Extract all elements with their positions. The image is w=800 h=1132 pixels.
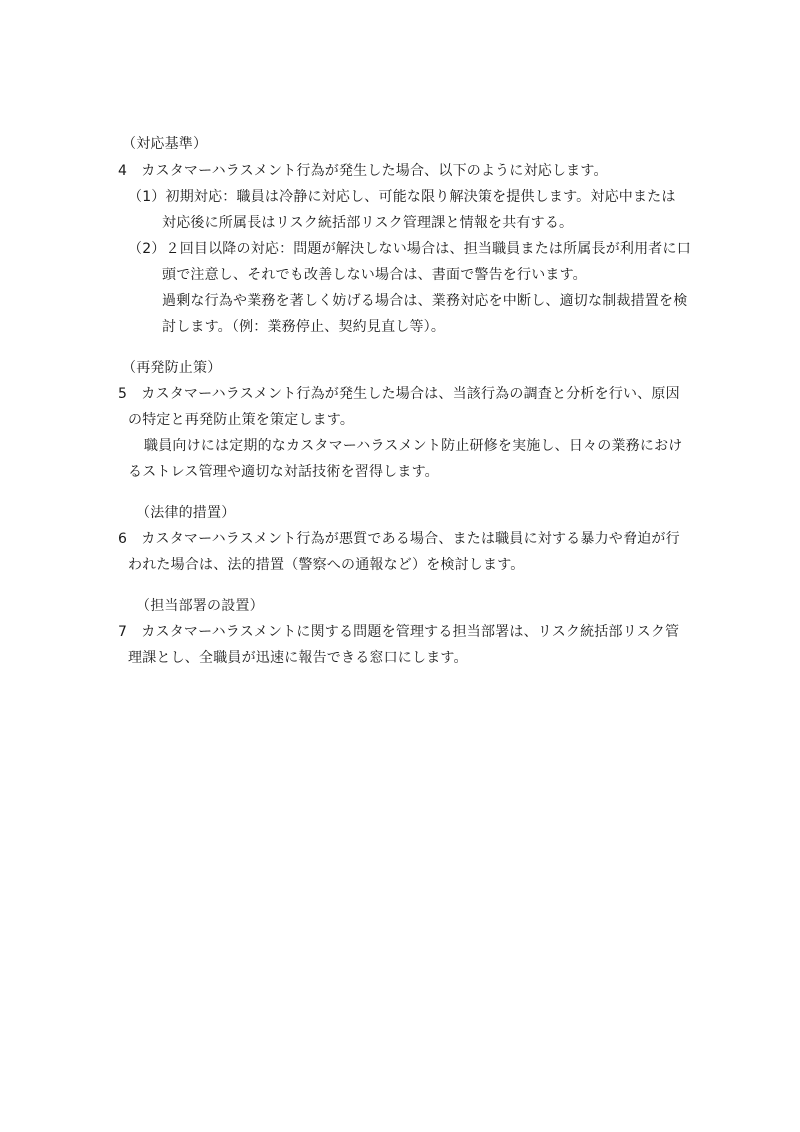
paragraph-line: 6 カスタマーハラスメント行為が悪質である場合、または職員に対する暴力や脅迫が行: [118, 531, 680, 547]
paragraph-line: 7 カスタマーハラスメントに関する問題を管理する担当部署は、リスク統括部リスク管: [118, 624, 680, 640]
section-heading-legal-measures: （法律的措置）: [136, 505, 236, 521]
paragraph-line: （2）２回目以降の対応：問題が解決しない場合は、担当職員または所属長が利用者に口: [128, 241, 691, 257]
paragraph-line: 過剰な行為や業務を著しく妨げる場合は、業務対応を中断し、適切な制裁措置を検: [162, 293, 688, 309]
paragraph-line: 討します。（例：業務停止、契約見直し等）。: [162, 319, 446, 335]
section-heading-response-criteria: （対応基準）: [122, 136, 208, 152]
section-heading-recurrence-prevention: （再発防止策）: [122, 360, 222, 376]
paragraph-line: われた場合は、法的措置（警察への通報など）を検討します。: [128, 557, 525, 573]
paragraph-line: （1）初期対応：職員は冷静に対応し、可能な限り解決策を提供します。対応中または: [128, 189, 676, 205]
paragraph-line: るストレス管理や適切な対話技術を習得します。: [128, 464, 439, 480]
paragraph-line: 5 カスタマーハラスメント行為が発生した場合は、当該行為の調査と分析を行い、原因: [118, 386, 680, 402]
section-heading-department-setup: （担当部署の設置）: [136, 598, 264, 614]
paragraph-line: 頭で注意し、それでも改善しない場合は、書面で警告を行います。: [162, 267, 587, 283]
paragraph-line: 理課とし、全職員が迅速に報告できる窓口にします。: [128, 650, 468, 666]
paragraph-line: 4 カスタマーハラスメント行為が発生した場合、以下のように対応します。: [118, 163, 608, 179]
paragraph-line: 職員向けには定期的なカスタマーハラスメント防止研修を実施し、日々の業務におけ: [144, 438, 683, 454]
paragraph-line: の特定と再発防止策を策定します。: [128, 412, 355, 428]
paragraph-line: 対応後に所属長はリスク統括部リスク管理課と情報を共有する。: [162, 215, 574, 231]
